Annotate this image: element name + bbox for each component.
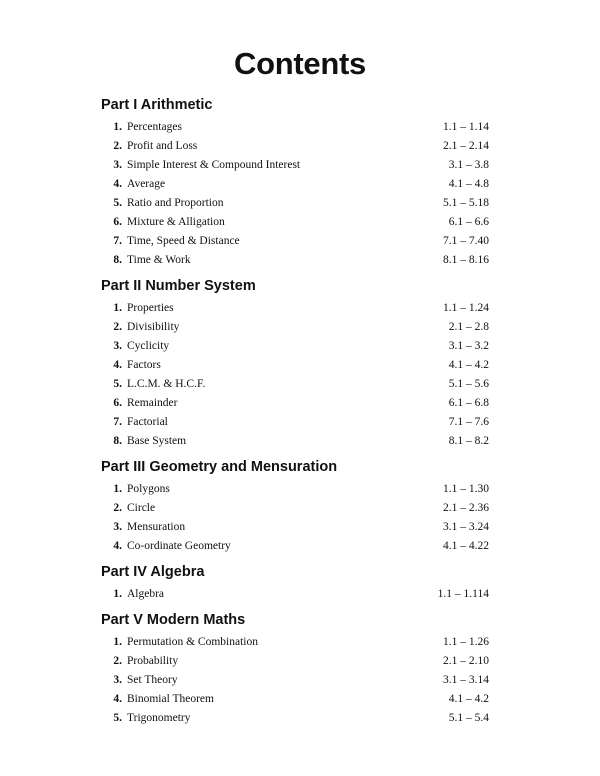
chapter-number: 1. — [113, 121, 122, 133]
chapter-number: 7. — [113, 235, 122, 247]
chapter-title: Probability — [127, 655, 179, 667]
chapter-list — [101, 633, 489, 728]
chapter-number: 8. — [113, 254, 122, 266]
chapter-title: Mensuration — [127, 521, 186, 533]
chapter-page-range: 1.1 – 1.14 — [443, 121, 489, 133]
chapter-entry — [101, 251, 489, 270]
chapter-entry — [101, 375, 489, 394]
chapter-title: Circle — [127, 502, 156, 514]
chapter-page-range: 2.1 – 2.36 — [443, 502, 489, 514]
chapter-page-range: 3.1 – 3.8 — [448, 159, 489, 171]
chapter-title: Mixture & Alligation — [127, 216, 225, 228]
chapter-entry — [101, 118, 489, 137]
chapter-title: Time & Work — [127, 254, 191, 266]
chapter-title: Permutation & Combination — [127, 636, 258, 648]
chapter-entry — [101, 633, 489, 652]
chapter-title: Polygons — [127, 483, 170, 495]
chapter-title: Simple Interest & Compound Interest — [127, 159, 301, 171]
page-title: Contents — [234, 46, 366, 81]
chapter-page-range: 8.1 – 8.2 — [448, 435, 489, 447]
chapter-entry — [101, 518, 489, 537]
chapter-page-range: 4.1 – 4.8 — [448, 178, 489, 190]
chapter-page-range: 4.1 – 4.22 — [443, 540, 489, 552]
chapter-entry — [101, 232, 489, 251]
part-section — [101, 611, 489, 728]
chapter-title: Base System — [127, 435, 187, 447]
chapter-title: Properties — [127, 302, 174, 314]
chapter-number: 2. — [113, 321, 122, 333]
part-heading: Part III Geometry and Mensuration — [101, 459, 338, 475]
chapter-title: Cyclicity — [127, 340, 170, 352]
chapter-entry — [101, 690, 489, 709]
chapter-entry — [101, 480, 489, 499]
chapter-list — [101, 299, 489, 451]
chapter-page-range: 1.1 – 1.26 — [443, 636, 489, 648]
chapter-entry — [101, 394, 489, 413]
chapter-number: 6. — [113, 397, 122, 409]
chapter-number: 1. — [113, 636, 122, 648]
chapter-page-range: 3.1 – 3.14 — [443, 674, 489, 686]
chapter-number: 5. — [113, 378, 122, 390]
chapter-page-range: 1.1 – 1.24 — [443, 302, 489, 314]
chapter-page-range: 5.1 – 5.18 — [443, 197, 489, 209]
chapter-entry — [101, 537, 489, 556]
chapter-number: 4. — [113, 693, 122, 705]
chapter-page-range: 4.1 – 4.2 — [448, 359, 489, 371]
chapter-entry — [101, 585, 489, 604]
chapter-list — [101, 118, 489, 270]
chapter-title: Average — [127, 178, 166, 190]
chapter-number: 5. — [113, 197, 122, 209]
chapter-entry — [101, 318, 489, 337]
chapter-entry — [101, 156, 489, 175]
chapter-title: Algebra — [127, 588, 165, 600]
chapter-number: 4. — [113, 178, 122, 190]
chapter-page-range: 7.1 – 7.40 — [443, 235, 489, 247]
chapter-title: Percentages — [127, 121, 182, 133]
part-section — [101, 563, 489, 604]
chapter-number: 4. — [113, 359, 122, 371]
chapter-title: Profit and Loss — [127, 140, 198, 152]
chapter-entry — [101, 299, 489, 318]
chapter-page-range: 6.1 – 6.8 — [448, 397, 489, 409]
chapter-page-range: 4.1 – 4.2 — [448, 693, 489, 705]
part-section — [101, 277, 489, 451]
chapter-page-range: 5.1 – 5.4 — [448, 712, 489, 724]
chapter-entry — [101, 652, 489, 671]
chapter-number: 2. — [113, 655, 122, 667]
chapter-number: 7. — [113, 416, 122, 428]
chapter-page-range: 6.1 – 6.6 — [448, 216, 489, 228]
part-heading: Part II Number System — [101, 278, 256, 294]
chapter-title: Binomial Theorem — [127, 693, 214, 705]
chapter-number: 2. — [113, 502, 122, 514]
chapter-list — [101, 585, 489, 604]
chapter-number: 3. — [113, 674, 122, 686]
chapter-title: Factorial — [127, 416, 168, 428]
chapter-number: 6. — [113, 216, 122, 228]
chapter-entry — [101, 432, 489, 451]
chapter-title: Remainder — [127, 397, 178, 409]
chapter-number: 3. — [113, 340, 122, 352]
chapter-title: Divisibility — [127, 321, 180, 333]
chapter-number: 1. — [113, 588, 122, 600]
chapter-entry — [101, 337, 489, 356]
chapter-entry — [101, 499, 489, 518]
part-heading: Part I Arithmetic — [101, 97, 213, 113]
chapter-title: Set Theory — [127, 674, 178, 686]
chapter-page-range: 7.1 – 7.6 — [448, 416, 489, 428]
part-heading: Part V Modern Maths — [101, 612, 246, 628]
chapter-number: 2. — [113, 140, 122, 152]
chapter-page-range: 1.1 – 1.114 — [437, 588, 489, 600]
chapter-title: Trigonometry — [127, 712, 191, 724]
chapter-title: L.C.M. & H.C.F. — [127, 378, 206, 390]
chapter-entry — [101, 213, 489, 232]
chapter-entry — [101, 137, 489, 156]
chapter-page-range: 3.1 – 3.2 — [448, 340, 489, 352]
chapter-number: 3. — [113, 159, 122, 171]
chapter-list — [101, 480, 489, 556]
chapter-entry — [101, 671, 489, 690]
chapter-title: Time, Speed & Distance — [127, 235, 240, 247]
chapter-page-range: 2.1 – 2.10 — [443, 655, 489, 667]
chapter-number: 8. — [113, 435, 122, 447]
chapter-page-range: 1.1 – 1.30 — [443, 483, 489, 495]
chapter-number: 1. — [113, 483, 122, 495]
chapter-page-range: 3.1 – 3.24 — [443, 521, 489, 533]
chapter-entry — [101, 175, 489, 194]
chapter-page-range: 8.1 – 8.16 — [443, 254, 489, 266]
chapter-title: Factors — [127, 359, 161, 371]
chapter-page-range: 5.1 – 5.6 — [448, 378, 489, 390]
chapter-title: Ratio and Proportion — [127, 197, 224, 209]
chapter-number: 3. — [113, 521, 122, 533]
contents-list — [101, 96, 489, 735]
part-section — [101, 458, 489, 556]
part-section — [101, 96, 489, 270]
chapter-page-range: 2.1 – 2.14 — [443, 140, 489, 152]
chapter-number: 4. — [113, 540, 122, 552]
chapter-number: 5. — [113, 712, 122, 724]
chapter-entry — [101, 709, 489, 728]
chapter-entry — [101, 194, 489, 213]
part-heading: Part IV Algebra — [101, 564, 205, 580]
chapter-entry — [101, 413, 489, 432]
chapter-title: Co-ordinate Geometry — [127, 540, 231, 552]
chapter-page-range: 2.1 – 2.8 — [448, 321, 489, 333]
chapter-number: 1. — [113, 302, 122, 314]
chapter-entry — [101, 356, 489, 375]
